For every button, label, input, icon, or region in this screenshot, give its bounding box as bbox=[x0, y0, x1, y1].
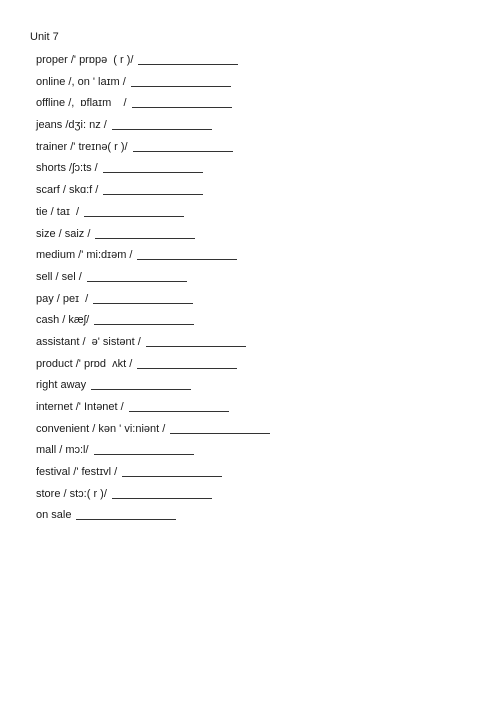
vocabulary-item bbox=[36, 270, 270, 292]
vocabulary-word: scarf / skɑ:f / bbox=[36, 184, 99, 197]
vocabulary-list bbox=[36, 53, 270, 530]
answer-blank[interactable] bbox=[138, 53, 238, 65]
vocabulary-item bbox=[36, 400, 270, 422]
vocabulary-word: offline /, ɒflaɪm / bbox=[36, 97, 127, 110]
answer-blank[interactable] bbox=[129, 400, 229, 412]
answer-blank[interactable] bbox=[137, 248, 237, 260]
vocabulary-word: festival /' festɪvl / bbox=[36, 466, 118, 479]
vocabulary-item bbox=[36, 161, 270, 183]
answer-blank[interactable] bbox=[137, 357, 237, 369]
vocabulary-word: convenient / kən ' vi:niənt / bbox=[36, 422, 166, 435]
answer-blank[interactable] bbox=[170, 422, 270, 434]
unit-title: Unit 7 bbox=[30, 31, 59, 43]
vocabulary-item bbox=[36, 508, 270, 530]
answer-blank[interactable] bbox=[93, 292, 193, 304]
vocabulary-item bbox=[36, 53, 270, 75]
answer-blank[interactable] bbox=[94, 313, 194, 325]
vocabulary-item bbox=[36, 422, 270, 444]
vocabulary-word: size / saiz / bbox=[36, 227, 91, 240]
answer-blank[interactable] bbox=[112, 487, 212, 499]
answer-blank[interactable] bbox=[103, 183, 203, 195]
vocabulary-word: cash / kæʃ/ bbox=[36, 314, 90, 327]
answer-blank[interactable] bbox=[131, 75, 231, 87]
vocabulary-word: product /' prɒd ʌkt / bbox=[36, 357, 133, 370]
vocabulary-word: internet /' Intənet / bbox=[36, 401, 124, 413]
vocabulary-word: medium /' mi:dɪəm / bbox=[36, 249, 133, 262]
answer-blank[interactable] bbox=[146, 335, 246, 347]
vocabulary-word: pay / peɪ / bbox=[36, 292, 89, 305]
vocabulary-word: trainer /' treɪnə( r )/ bbox=[36, 140, 128, 153]
vocabulary-word: jeans /dʒi: nz / bbox=[36, 119, 107, 132]
answer-blank[interactable] bbox=[112, 118, 212, 130]
vocabulary-item bbox=[36, 205, 270, 227]
vocabulary-word: assistant / ə' sistənt / bbox=[36, 335, 141, 348]
answer-blank[interactable] bbox=[122, 465, 222, 477]
vocabulary-word: shorts /ʃɔ:ts / bbox=[36, 162, 98, 175]
answer-blank[interactable] bbox=[95, 227, 195, 239]
vocabulary-word: proper /' prɒpə ( r )/ bbox=[36, 54, 134, 66]
answer-blank[interactable] bbox=[94, 443, 194, 455]
vocabulary-item bbox=[36, 313, 270, 335]
vocabulary-word: right away bbox=[36, 379, 87, 392]
vocabulary-item bbox=[36, 248, 270, 270]
vocabulary-word: on sale bbox=[36, 509, 72, 522]
vocabulary-item bbox=[36, 183, 270, 205]
vocabulary-item bbox=[36, 227, 270, 249]
vocabulary-item bbox=[36, 443, 270, 465]
vocabulary-item bbox=[36, 487, 270, 509]
answer-blank[interactable] bbox=[133, 140, 233, 152]
vocabulary-word: sell / sel / bbox=[36, 270, 82, 283]
vocabulary-word: online /, on ' laɪm / bbox=[36, 75, 126, 88]
vocabulary-item bbox=[36, 292, 270, 314]
answer-blank[interactable] bbox=[84, 205, 184, 217]
vocabulary-item bbox=[36, 357, 270, 379]
vocabulary-item bbox=[36, 378, 270, 400]
vocabulary-item bbox=[36, 465, 270, 487]
vocabulary-item bbox=[36, 118, 270, 140]
vocabulary-item bbox=[36, 75, 270, 97]
vocabulary-item bbox=[36, 140, 270, 162]
answer-blank[interactable] bbox=[87, 270, 187, 282]
vocabulary-item bbox=[36, 335, 270, 357]
vocabulary-word: store / stɔ:( r )/ bbox=[36, 487, 107, 500]
answer-blank[interactable] bbox=[103, 161, 203, 173]
answer-blank[interactable] bbox=[132, 96, 232, 108]
vocabulary-word: mall / mɔ:l/ bbox=[36, 444, 89, 457]
vocabulary-item bbox=[36, 96, 270, 118]
vocabulary-word: tie / taɪ / bbox=[36, 205, 80, 218]
answer-blank[interactable] bbox=[91, 378, 191, 390]
answer-blank[interactable] bbox=[76, 508, 176, 520]
